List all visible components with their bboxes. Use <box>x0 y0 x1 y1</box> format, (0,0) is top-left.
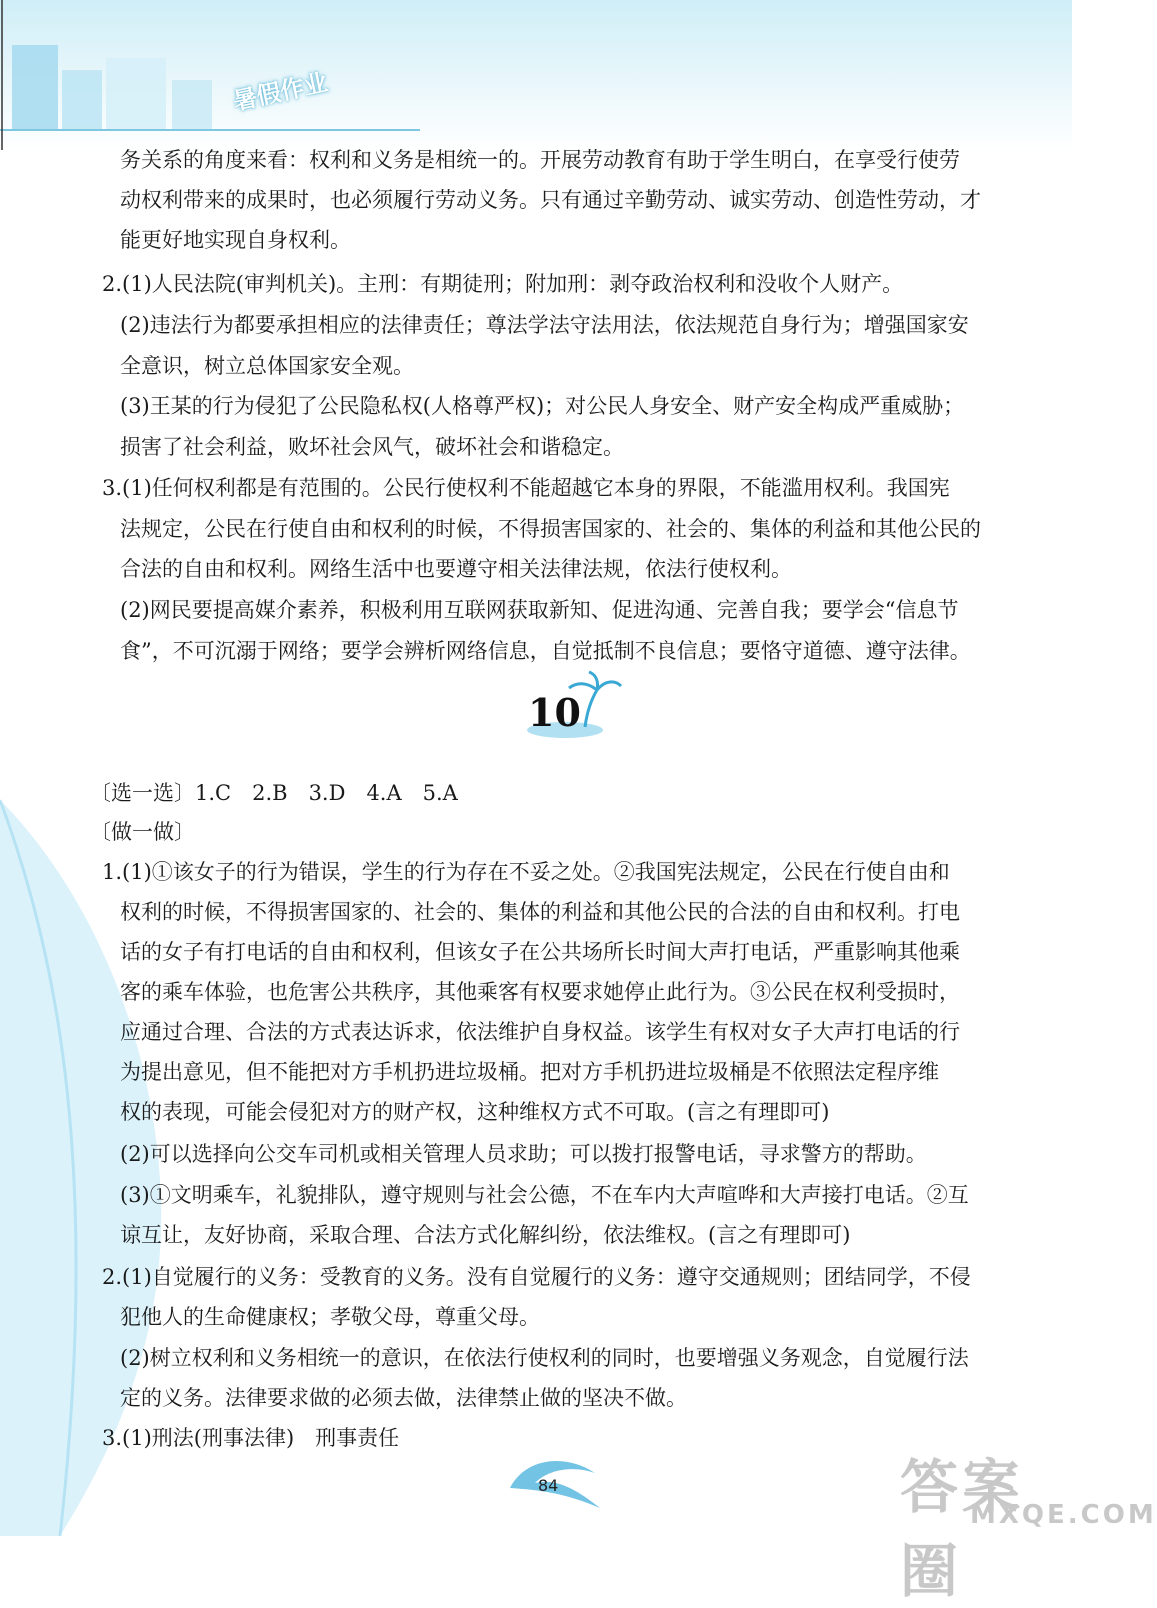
text-line: 为提出意见，但不能把对方手机扔进垃圾桶。把对方手机扔进垃圾桶是不依照法定程序维 <box>120 1060 939 1084</box>
text-line: 动权利带来的成果时，也必须履行劳动义务。只有通过辛勤劳动、诚实劳动、创造性劳动，才 <box>120 188 981 212</box>
text-line: (2)可以选择向公交车司机或相关管理人员求助；可以拨打报警电话，寻求警方的帮助。 <box>120 1142 927 1166</box>
header-label: 暑假作业 <box>230 68 331 116</box>
text-line: 3.(1)刑法(刑事法律) 刑事责任 <box>102 1426 400 1450</box>
text-line: 1.(1)①该女子的行为错误，学生的行为存在不妥之处。②我国宪法规定，公民在行使自由和 <box>102 860 950 884</box>
text-line: 2.(1)人民法院(审判机关)。主刑：有期徒刑；附加刑：剥夺政治权利和没收个人财产。 <box>102 272 904 296</box>
text-line: 客的乘车体验，也危害公共秩序，其他乘客有权要求她停止此行为。③公民在权利受损时， <box>120 980 960 1004</box>
page-number: 84 <box>538 1476 559 1495</box>
text-line: (3)①文明乘车，礼貌排队，遵守规则与社会公德，不在车内大声喧哗和大声接打电话。②互 <box>120 1183 969 1207</box>
text-line: 损害了社会利益，败坏社会风气，破坏社会和谐稳定。 <box>120 435 624 459</box>
text-line: 务关系的角度来看：权利和义务是相统一的。开展劳动教育有助于学生明白，在享受行使劳 <box>120 148 960 172</box>
text-line: 2.(1)自觉履行的义务：受教育的义务。没有自觉履行的义务：遵守交通规则；团结同学，不侵 <box>102 1265 971 1289</box>
text-line: (2)违法行为都要承担相应的法律责任；尊法学法守法用法，依法规范自身行为；增强国家安 <box>120 313 969 337</box>
text-line: 谅互让，友好协商，采取合理、合法方式化解纠纷，依法维权。(言之有理即可) <box>120 1223 851 1247</box>
text-line: 能更好地实现自身权利。 <box>120 228 351 252</box>
text-line: 法规定，公民在行使自由和权利的时候，不得损害国家的、社会的、集体的利益和其他公民的 <box>120 517 981 541</box>
section-heading: 〔做一做〕 <box>90 820 195 844</box>
watermark-url: MXQE.COM <box>970 1500 1157 1530</box>
text-line: 话的女子有打电话的自由和权利，但该女子在公共场所长时间大声打电话，严重影响其他乘 <box>120 940 960 964</box>
text-line: 权的表现，可能会侵犯对方的财产权，这种维权方式不可取。(言之有理即可) <box>120 1100 830 1124</box>
text-line: 3.(1)任何权利都是有范围的。公民行使权利不能超越它本身的界限，不能滥用权利。我国宪 <box>102 476 950 500</box>
text-line: (2)树立权利和义务相统一的意识，在依法行使权利的同时，也要增强义务观念，自觉履行法 <box>120 1346 969 1370</box>
watermark <box>900 1440 1157 1608</box>
text-line: (2)网民要提高媒介素养，积极利用互联网获取新知、促进沟通、完善自我；要学会“信息节 <box>120 598 959 622</box>
text-line: (3)王某的行为侵犯了公民隐私权(人格尊严权)；对公民人身安全、财产安全构成严重威胁； <box>120 394 965 418</box>
text-line: 食”，不可沉溺于网络；要学会辨析网络信息，自觉抵制不良信息；要恪守道德、遵守法律。 <box>120 639 971 663</box>
text-line: 应通过合理、合法的方式表达诉求，依法维护自身权益。该学生有权对女子大声打电话的行 <box>120 1020 960 1044</box>
text-line: 犯他人的生命健康权；孝敬父母，尊重父母。 <box>120 1305 540 1329</box>
text-line: 合法的自由和权利。网络生活中也要遵守相关法律法规，依法行使权利。 <box>120 557 792 581</box>
text-line: 全意识，树立总体国家安全观。 <box>120 354 414 378</box>
section-number: 10 <box>528 690 581 735</box>
text-line: 权利的时候，不得损害国家的、社会的、集体的利益和其他公民的合法的自由和权利。打电 <box>120 900 960 924</box>
text-line: 定的义务。法律要求做的必须去做，法律禁止做的坚决不做。 <box>120 1386 687 1410</box>
watermark-title: 答案圈 <box>900 1453 1025 1605</box>
multiple-choice-answers: 〔选一选〕1.C 2.B 3.D 4.A 5.A <box>90 781 458 805</box>
